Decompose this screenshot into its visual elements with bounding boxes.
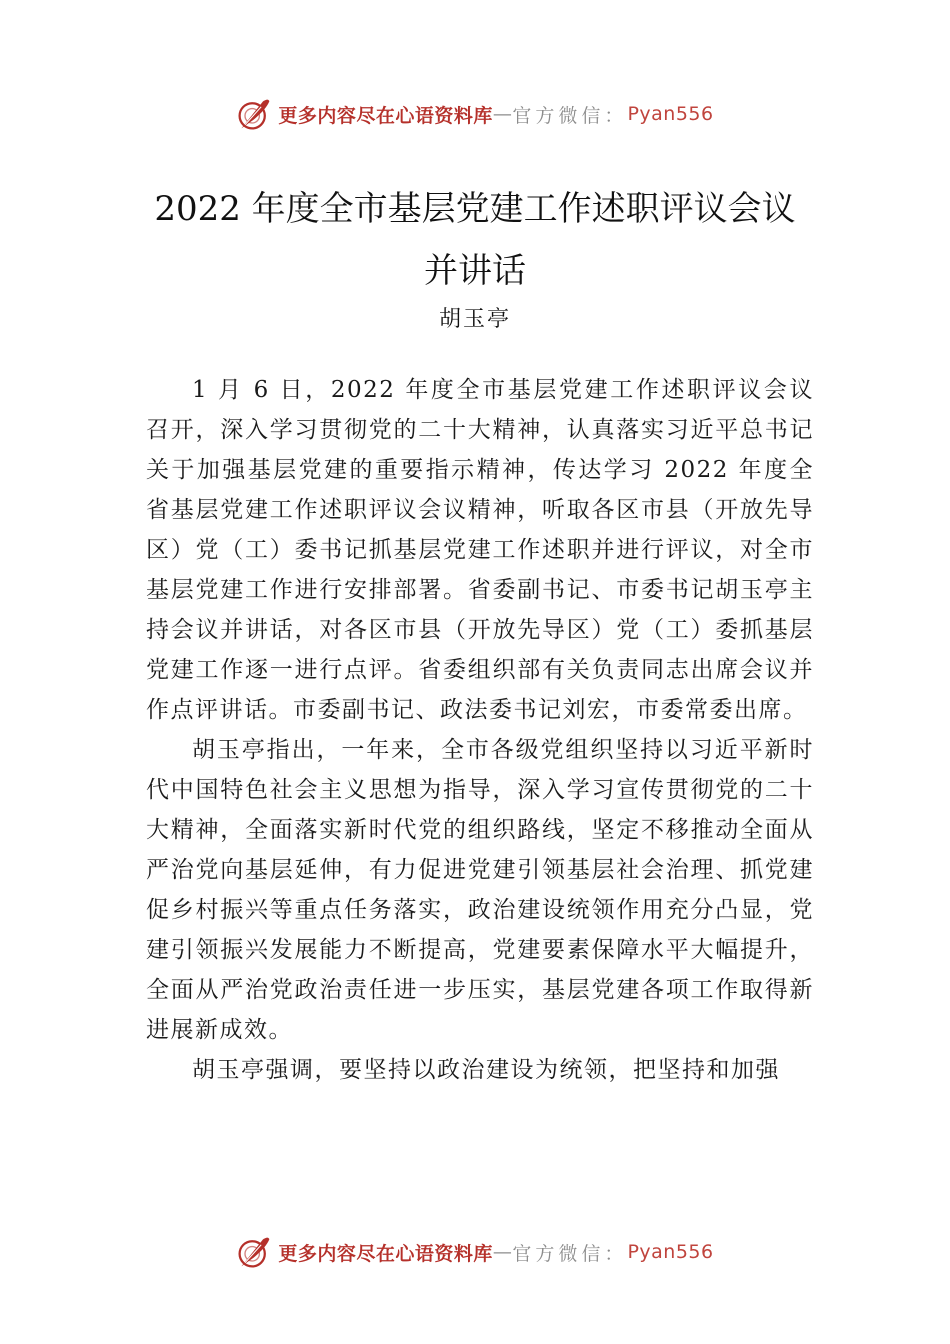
watermark-brand: 更多内容尽在心语资料库 [278,1242,493,1265]
document-body [146,370,814,1090]
quill-logo-icon [236,1234,272,1270]
document-author: 胡玉亭 [438,307,511,332]
paragraph: 胡玉亭指出，一年来，全市各级党组织坚持以习近平新时代中国特色社会主义思想为指导，深入学习宣传贯彻党的二十大精神，全面落实新时代党的组织路线，坚定不移推动全面从严治党向基层延伸，有力促进党建引领基层社会治理、抓党建促乡村振兴等重点任务落实，政治建设统领作用充分凸显，党建引领振兴发展能力不断提高，党建要素保障水平大幅提升，全面从严治党政治责任进一步压实，基层党建各项工作取得新进展新成效。 [146,737,814,1043]
watermark-wechat-id: Pyan556 [627,103,714,125]
watermark-official-label: 官方微信： [512,104,628,127]
watermark-brand: 更多内容尽在心语资料库 [278,104,493,127]
title-line-2: 并讲话 [424,251,526,291]
paragraph: 1 月 6 日，2022 年度全市基层党建工作述职评议会议召开，深入学习贯彻党的二十大精神，认真落实习近平总书记关于加强基层党建的重要指示精神，传达学习 2022 年度全省基层党建工作述职评议会议精神，听取各区市县（开放先导区）党（工）委书记抓基层党建工作述职并进行评议，对全市基层党建工作进行安排部署。省委副书记、市委书记胡玉亭主持会议并讲话，对各区市县（开放先导区）党（工）委抓基层党建工作逐一进行点评。省委组织部有关负责同志出席会议并作点评讲话。市委副书记、政法委书记刘宏，市委常委出席。 [146,377,814,723]
paragraph: 胡玉亭强调，要坚持以政治建设为统领，把坚持和加强 [192,1057,780,1083]
title-line-1: 2022 年度全市基层党建工作述职评议会议 [154,189,796,229]
watermark-separator: — [492,103,513,125]
watermark-separator: — [492,1241,513,1263]
watermark-footer [0,1230,950,1274]
quill-logo-icon [236,96,272,132]
watermark-header [0,92,950,136]
watermark-wechat-id: Pyan556 [627,1241,714,1263]
watermark-official-label: 官方微信： [512,1242,628,1265]
document-title [100,178,850,302]
